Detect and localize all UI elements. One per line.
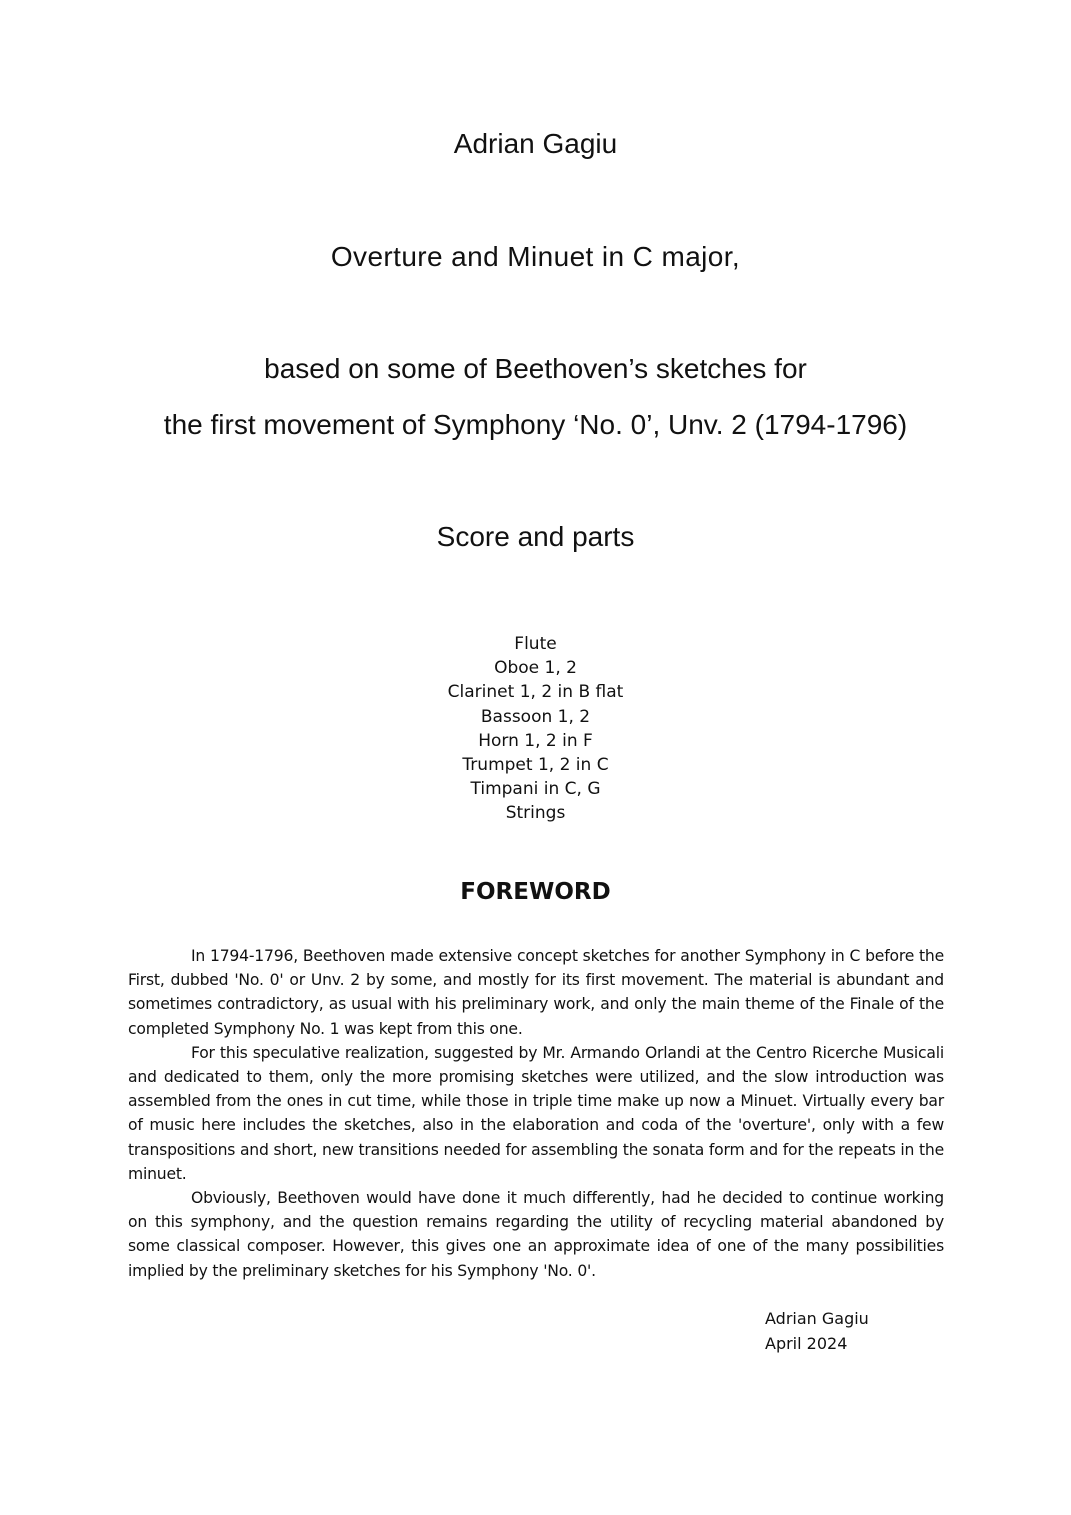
foreword-paragraph: For this speculative realization, suggested by Mr. Armando Orlandi at the Centro Ricerche Musicali and dedicated to them, only the more promising sketches were utilized, and the slow introduction was assembled from the ones in cut time, while those in triple time make up now a Minuet. Virtually every bar of music here includes the sketches, also in the elaboration and coda of the 'overture', only with a few transpositions and short, new transitions needed for assembling the sonata form and for the repeats in the minuet. — [128, 1043, 944, 1183]
instrument-item: Trumpet 1, 2 in C — [462, 755, 609, 776]
instrument-item: Timpani in C, G — [470, 779, 601, 800]
instrument-item: Bassoon 1, 2 — [480, 706, 591, 727]
signature-date: April 2024 — [765, 1333, 848, 1353]
foreword-paragraph: In 1794-1796, Beethoven made extensive concept sketches for another Symphony in C before the First, dubbed 'No. 0' or Unv. 2 by some, and mostly for its first movement. The material is abundant and sometimes contradictory, as usual with his preliminary work, and only the main theme of the Finale of the completed Symphony No. 1 was kept from this one. — [128, 947, 944, 1038]
foreword-paragraph: Obviously, Beethoven would have done it much differently, had he decided to continue working on this symphony, and the question remains regarding the utility of recycling material abandoned by some classical composer. However, this gives one an approximate idea of one of the many possibilities implied by the preliminary sketches for his Symphony 'No. 0'. — [128, 1189, 944, 1280]
instrument-item: Clarinet 1, 2 in B flat — [447, 682, 624, 703]
instrument-item: Horn 1, 2 in F — [478, 730, 593, 751]
instrument-item: Flute — [514, 634, 557, 654]
foreword-heading: FOREWORD — [460, 879, 611, 905]
signature-block — [765, 1307, 869, 1356]
foreword-body — [128, 944, 944, 1283]
work-title: Overture and Minuet in C major, — [330, 241, 741, 272]
instrumentation-list — [0, 632, 1071, 826]
instrument-item: Oboe 1, 2 — [494, 658, 577, 679]
subtitle-line-2: the first movement of Symphony ‘No. 0’, Unv. 2 (1794-1796) — [163, 409, 908, 440]
author-name: Adrian Gagiu — [453, 128, 618, 159]
edition-label: Score and parts — [436, 521, 635, 552]
subtitle-line-1: based on some of Beethoven’s sketches for — [264, 353, 807, 384]
signature-name: Adrian Gagiu — [765, 1309, 869, 1328]
instrument-item: Strings — [505, 803, 566, 824]
